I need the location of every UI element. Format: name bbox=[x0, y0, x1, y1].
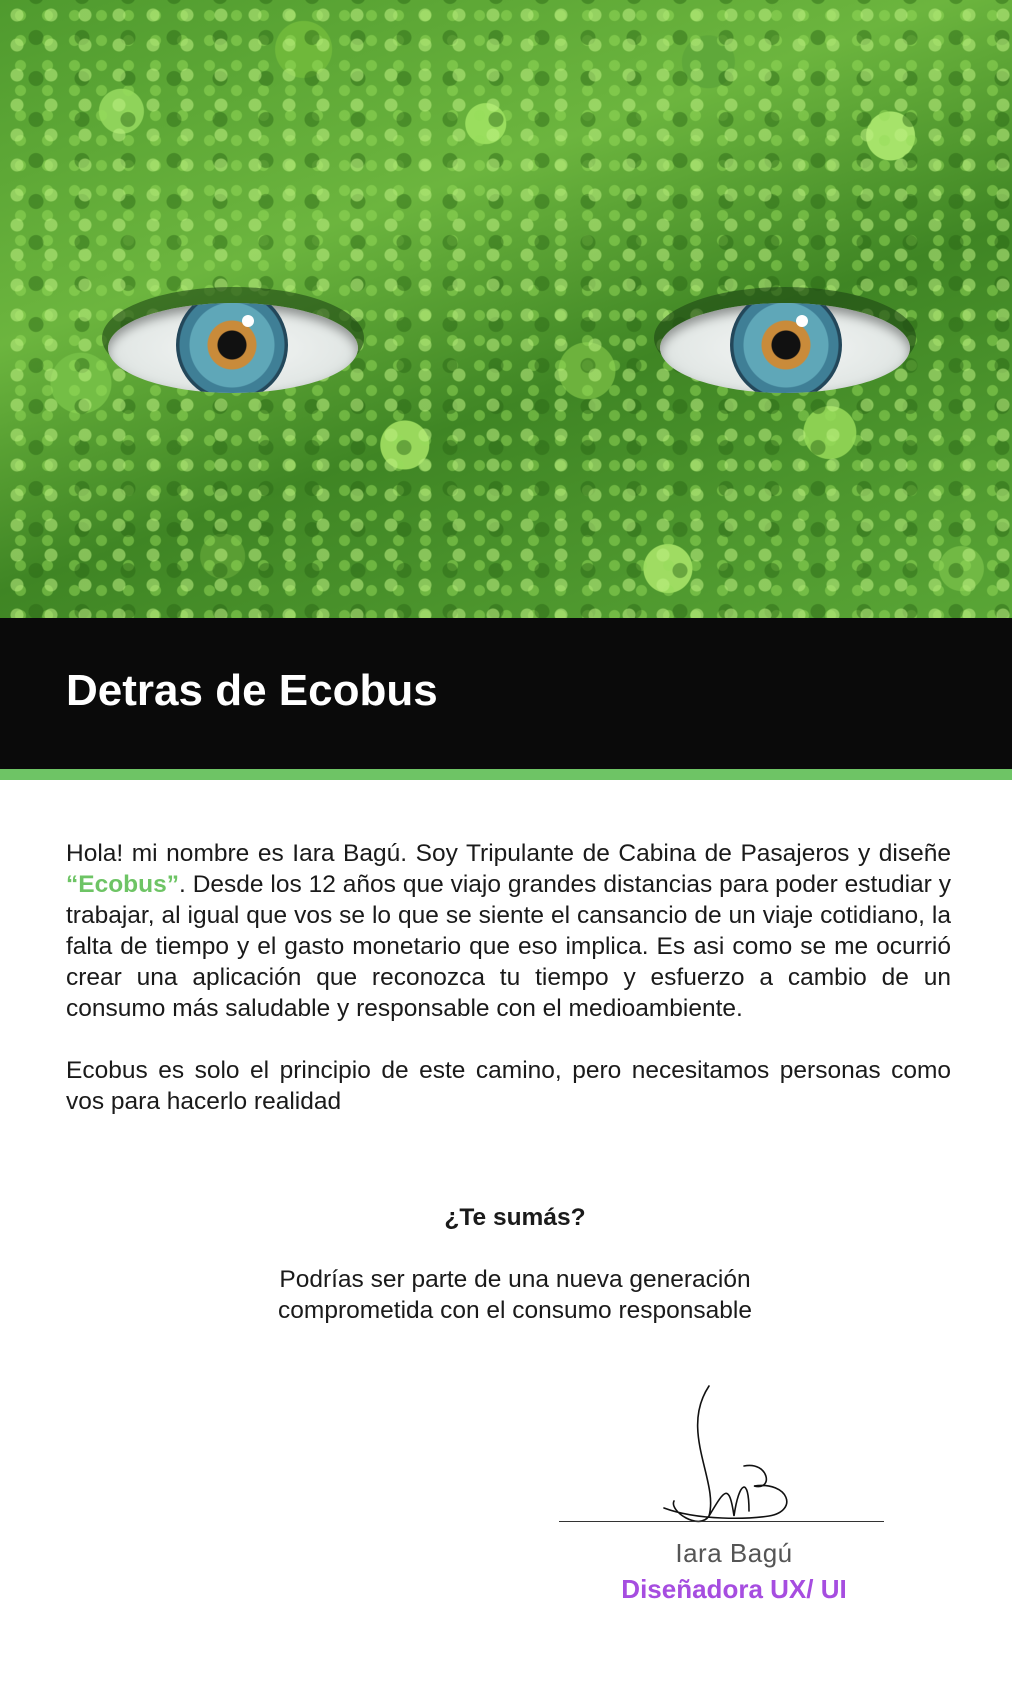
accent-stripe bbox=[0, 769, 1012, 780]
right-iris bbox=[730, 303, 842, 393]
call-to-action bbox=[0, 1202, 1012, 1326]
brand-name: “Ecobus” bbox=[66, 871, 179, 898]
hero-image bbox=[0, 0, 1012, 618]
handwritten-signature bbox=[559, 1381, 884, 1531]
intro-text bbox=[66, 838, 951, 1148]
page-title: Detras de Ecobus bbox=[66, 666, 438, 715]
intro-text-end: . Desde los 12 años que viajo grandes distancias para poder estudiar y trabajar, al igual que vos se lo que se siente el cansancio de un viaje cotidiano, la falta de tiempo y el gasto monetario que eso implica. Es asi como se me ocurrió crear una aplicación que reconozca tu tiempo y esfuerzo a cambio de un consumo más saludable y responsable con el medioambiente. bbox=[66, 871, 951, 1022]
left-iris bbox=[176, 303, 288, 393]
cta-line-2: comprometida con el consumo responsable bbox=[278, 1297, 752, 1324]
cta-message bbox=[0, 1264, 1012, 1326]
cta-question: ¿Te sumás? bbox=[444, 1204, 586, 1231]
intro-text-start: Hola! mi nombre es Iara Bagú. Soy Tripulante de Cabina de Pasajeros y diseñe bbox=[66, 840, 951, 867]
author-role: Diseñadora UX/ UI bbox=[621, 1574, 847, 1604]
intro-paragraph bbox=[66, 838, 951, 1024]
right-eye bbox=[660, 303, 910, 393]
cta-line-1: Podrías ser parte de una nueva generación bbox=[279, 1266, 751, 1293]
author-name: Iara Bagú bbox=[675, 1538, 793, 1568]
mission-paragraph: Ecobus es solo el principio de este camino, pero necesitamos personas como vos para hacerlo realidad bbox=[66, 1057, 951, 1115]
title-band bbox=[0, 618, 1012, 769]
left-eye bbox=[108, 303, 358, 393]
leaf-texture bbox=[0, 0, 1012, 618]
signature-line bbox=[559, 1521, 884, 1522]
